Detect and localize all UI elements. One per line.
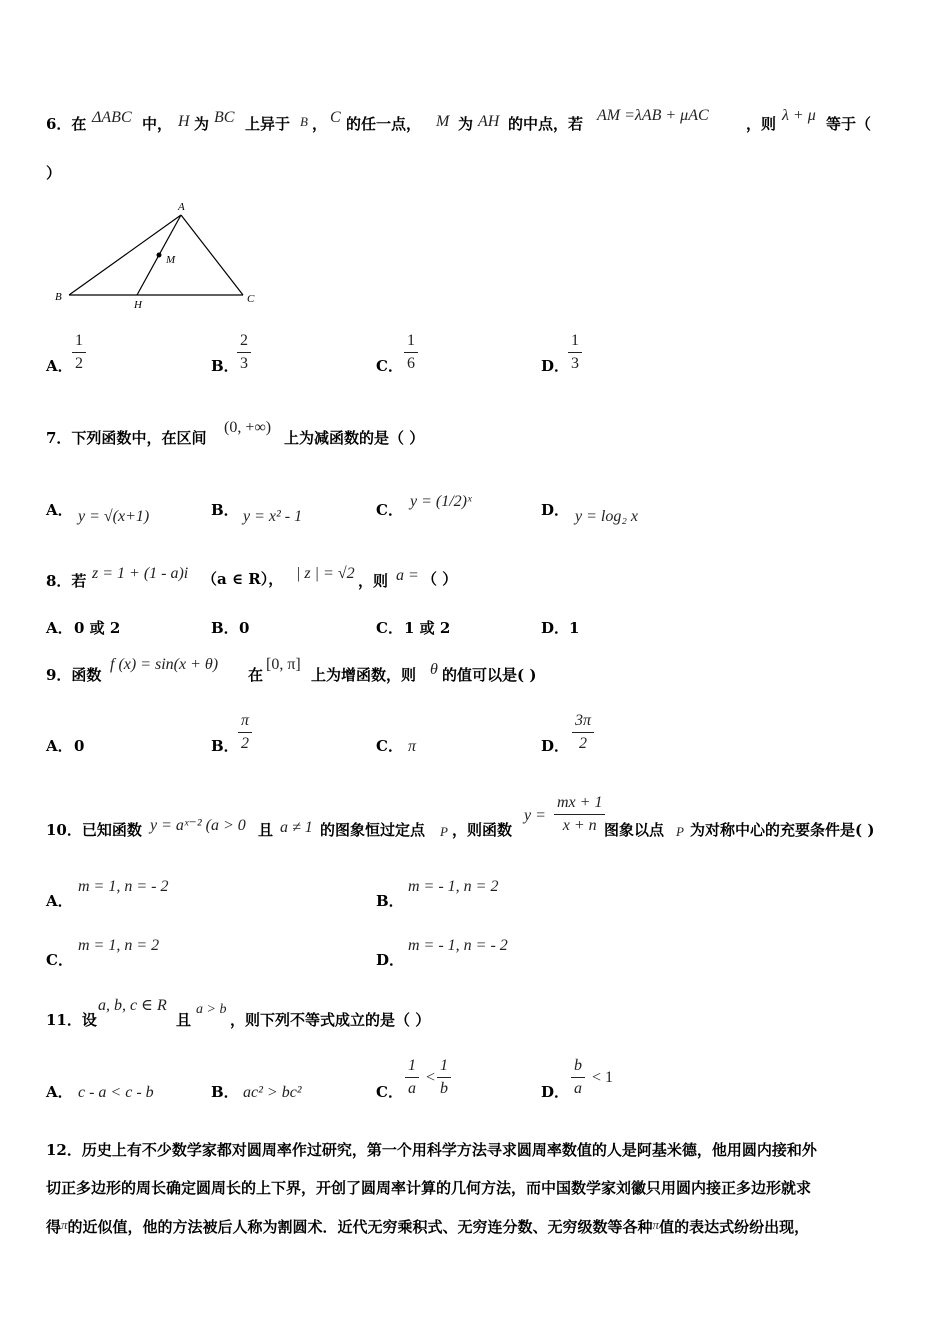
q6-vector-equation: AM =λAB + μAC: [597, 107, 709, 124]
q12-pi: π: [61, 1217, 68, 1232]
q8-option-c-label: C．: [376, 619, 403, 637]
q11-condition: a > b: [196, 1002, 227, 1017]
q9-option-c-text: π: [408, 738, 417, 755]
q7-option-b-label: B．: [211, 501, 239, 519]
q8-suffix: （ ）: [422, 570, 458, 588]
q10-text-4: 图象以点: [604, 821, 665, 839]
q12-line-1: 12．历史上有不少数学家都对圆周率作过研究，第一个用科学方法寻求圆周率数值的人是阿基米德，他用圆内接和外: [46, 1141, 817, 1159]
q11-variables: a, b, c ∈ R: [98, 997, 167, 1014]
q11-option-c-relation: <: [426, 1069, 436, 1086]
q11-option-a-label: A．: [46, 1083, 73, 1101]
q6-comma: ，: [312, 115, 328, 133]
point-M: [157, 253, 162, 258]
q9-option-a-text: 0: [74, 737, 85, 755]
q6-close-paren: ）: [46, 164, 62, 182]
q7-option-c-expr: y = (1/2)ˣ: [410, 493, 472, 510]
q6-option-d-fraction: $\frac{1}{3}$: [568, 332, 582, 373]
q7-option-a-expr: y = √(x+1): [78, 508, 150, 525]
q10-text-3: ，则函数: [452, 821, 513, 839]
q9-option-c-label: C．: [376, 737, 403, 755]
q9-option-b-label: B．: [211, 737, 239, 755]
q10-condition: a ≠ 1: [280, 819, 313, 836]
q6-triangle-figure: [50, 198, 270, 313]
q10-option-d-label: D．: [376, 951, 405, 969]
q6-option-a-label: A．: [46, 357, 73, 375]
q8-option-b-text: 0: [239, 619, 250, 637]
q6-option-c-fraction: $\frac{1}{6}$: [404, 332, 418, 373]
side-AC: [181, 215, 243, 295]
q11-option-a-text: c - a < c - b: [78, 1084, 154, 1101]
q6-text-7: ，则: [746, 115, 777, 133]
q8-option-d-text: 1: [569, 619, 580, 637]
q6-option-a-fraction: $\frac{1}{2}$: [72, 332, 86, 373]
q7-prefix: 7．下列函数中，在区间: [46, 429, 207, 447]
q10-option-c-text: m = 1, n = 2: [78, 937, 160, 954]
q8-a: a =: [396, 567, 419, 584]
q6-BC: BC: [214, 109, 235, 126]
q11-option-b-text: ac² > bc²: [243, 1084, 302, 1101]
q7-interval: (0, +∞): [224, 419, 272, 436]
q12-line-3: [46, 1215, 916, 1237]
q6-text-6: 的中点，若: [508, 115, 584, 133]
q11-option-d-fraction: $\frac{b}{a}$: [571, 1057, 585, 1098]
q8-z-expression: z = 1 + (1 - a)i: [92, 565, 189, 582]
q8-condition: （a ∈ R），: [202, 570, 284, 588]
q6-text-3: 上异于: [245, 115, 291, 133]
q9-suffix: 的值可以是( ): [442, 666, 537, 684]
q7-option-d-label: D．: [541, 501, 570, 519]
q11-option-d-relation: < 1: [592, 1069, 614, 1086]
q6-lambda-plus-mu: λ + μ: [782, 107, 816, 124]
q6-option-d-label: D．: [541, 357, 570, 375]
q9-option-d-fraction: $\frac{3\pi}{2}$: [572, 712, 594, 753]
q12-line-3-b: 的近似值，他的方法被后人称为割圆术．近代无穷乘积式、无穷连分数、无穷级数等各种: [67, 1218, 653, 1236]
q7-suffix: 上为减函数的是（ ）: [284, 429, 425, 447]
q10-option-d-text: m = - 1, n = - 2: [408, 937, 508, 954]
q10-P: P: [440, 824, 448, 839]
q10-option-a-text: m = 1, n = - 2: [78, 878, 169, 895]
q9-function: f (x) = sin(x + θ): [110, 656, 219, 673]
q10-option-a-label: A．: [46, 892, 73, 910]
q11-option-c-label: C．: [376, 1083, 403, 1101]
q6-B: B: [300, 114, 308, 129]
q12-pi-2: π: [652, 1217, 660, 1232]
label-A: A: [178, 201, 185, 213]
q10-P-2: P: [676, 824, 684, 839]
q10-rational-fraction: $\frac{mx + 1}{x + n}$: [554, 794, 605, 835]
q7-option-c-label: C．: [376, 501, 403, 519]
q12-line-3-a: 得: [46, 1218, 62, 1236]
q8-mid: ，则: [358, 572, 389, 590]
q6-option-c-label: C．: [376, 357, 403, 375]
q11-option-d-label: D．: [541, 1083, 570, 1101]
q8-option-c-text: 1 或 2: [404, 619, 451, 637]
q6-text-1: 中，: [142, 115, 173, 133]
q6-M: M: [436, 113, 450, 130]
q6-AH: AH: [478, 113, 500, 130]
q8-option-d-label: D．: [541, 619, 570, 637]
q6-text-8: 等于（: [826, 115, 872, 133]
q6-option-b-label: B．: [211, 357, 239, 375]
q6-text-2: 为: [194, 115, 210, 133]
q9-option-a-label: A．: [46, 737, 73, 755]
q7-option-d-expr: y = log₂ x: [575, 508, 639, 525]
q6-C: C: [330, 109, 341, 126]
q6-prefix: 6．在: [46, 115, 87, 133]
q8-option-b-label: B．: [211, 619, 239, 637]
label-M: M: [166, 254, 176, 266]
q11-option-b-label: B．: [211, 1083, 239, 1101]
q6-text-5: 为: [458, 115, 474, 133]
q6-triangle: ΔABC: [92, 109, 132, 126]
q8-modulus: | z | = √2: [296, 565, 355, 582]
q7-option-a-label: A．: [46, 501, 73, 519]
side-AB: [69, 215, 181, 295]
q10-option-b-text: m = - 1, n = 2: [408, 878, 499, 895]
q10-function: y = aˣ⁻² (a > 0: [150, 817, 246, 834]
q10-prefix: 10．已知函数: [46, 821, 142, 839]
q10-y-equals: y =: [524, 807, 546, 824]
q9-text-2: 上为增函数，则: [311, 666, 417, 684]
q11-suffix: ，则下列不等式成立的是（ ）: [230, 1011, 431, 1029]
q10-option-b-label: B．: [376, 892, 404, 910]
q11-prefix: 11．设: [46, 1011, 97, 1029]
q10-option-c-label: C．: [46, 951, 73, 969]
label-H: H: [134, 299, 142, 311]
q12-line-3-c: 值的表达式纷纷出现，: [659, 1218, 810, 1236]
q9-option-b-fraction: $\frac{\pi}{2}$: [238, 712, 252, 753]
q6-H: H: [178, 113, 190, 130]
q11-option-c-fraction-1: $\frac{1}{a}$: [405, 1057, 419, 1098]
q10-text-1: 且: [258, 821, 274, 839]
q8-option-a-text: 0 或 2: [74, 619, 121, 637]
label-C: C: [247, 293, 255, 305]
q8-prefix: 8．若: [46, 572, 87, 590]
q9-prefix: 9．函数: [46, 666, 102, 684]
q8-option-a-label: A．: [46, 619, 73, 637]
q9-option-d-label: D．: [541, 737, 570, 755]
q9-interval: [0, π]: [266, 656, 301, 673]
q11-text-1: 且: [176, 1011, 192, 1029]
q6-text-4: 的任一点，: [346, 115, 422, 133]
q9-text-1: 在: [248, 666, 264, 684]
q9-theta: θ: [430, 661, 438, 678]
q10-suffix: 为对称中心的充要条件是( ): [690, 821, 875, 839]
label-B: B: [55, 291, 62, 303]
q12-line-2: 切正多边形的周长确定圆周长的上下界，开创了圆周率计算的几何方法，而中国数学家刘徽只用圆内接正多边形就求: [46, 1179, 812, 1197]
q10-text-2: 的图象恒过定点: [320, 821, 426, 839]
q7-option-b-expr: y = x² - 1: [243, 508, 303, 525]
q6-option-b-fraction: $\frac{2}{3}$: [237, 332, 251, 373]
q11-option-c-fraction-2: $\frac{1}{b}$: [437, 1057, 451, 1098]
